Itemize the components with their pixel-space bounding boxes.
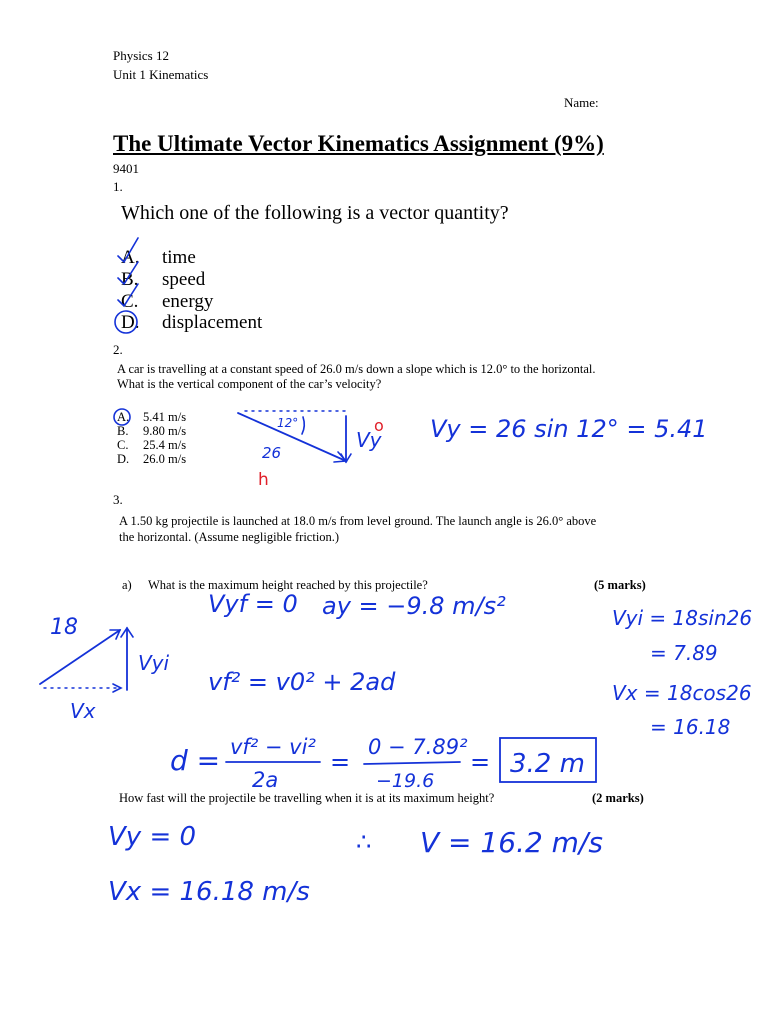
q3-vx-label: Vx: [70, 699, 96, 723]
q2-angle-mark: [302, 417, 304, 434]
q3-vyf-eq: Vyf = 0: [208, 590, 298, 618]
q2-choice-c-letter: C.: [117, 438, 129, 452]
q3-speed-label: 18: [50, 615, 78, 640]
q3-fraction-bar-2: [364, 762, 460, 764]
q3a-marks: (5 marks): [594, 578, 646, 592]
q3-d-numerator: vf² − vi²: [230, 735, 316, 759]
q1-choice-a-text: time: [162, 247, 196, 268]
q3-equals-2: =: [330, 748, 351, 776]
q3b-therefore: ∴: [356, 828, 372, 856]
q1-number: 1.: [113, 179, 123, 194]
q3-line2: the horizontal. (Assume negligible friction.): [119, 530, 340, 544]
name-label: Name:: [564, 95, 599, 110]
q3-equals-3: =: [470, 748, 491, 776]
q1-choice-a-letter: A.: [121, 247, 140, 268]
q3-number: 3.: [113, 492, 123, 507]
q2-hyp-label: 26: [262, 444, 282, 462]
q3-ay-eq: ay = −9.8 m/s²: [322, 592, 506, 620]
q1-choice-d-text: displacement: [162, 312, 263, 333]
q3-denominator-2: −19.6: [376, 770, 435, 792]
q1-choice-b-letter: B.: [121, 269, 139, 290]
q3-vyi-eq2: = 7.89: [650, 641, 718, 665]
page-title: The Ultimate Vector Kinematics Assignment (9%): [113, 131, 604, 156]
q2-choice-d-letter: D.: [117, 452, 130, 466]
q1-checkmark-b: [118, 262, 138, 284]
assignment-code: 9401: [113, 161, 139, 176]
q3-line1: A 1.50 kg projectile is launched at 18.0 m/s from level ground. The launch angle is 26.0° above: [119, 514, 597, 528]
q3-kinematic-eq: vf² = v0² + 2ad: [208, 668, 396, 696]
q1-choice-d-letter: D.: [121, 312, 140, 333]
q2-choice-b-letter: B.: [117, 424, 129, 438]
q3-numerator-2: 0 − 7.89²: [368, 735, 468, 759]
q2-choice-b-text: 9.80 m/s: [143, 424, 187, 438]
q2-number: 2.: [113, 342, 123, 357]
unit-label: Unit 1 Kinematics: [113, 67, 209, 82]
q1-answer-circle: [115, 311, 140, 333]
q3b-speed-answer: V = 16.2 m/s: [420, 826, 603, 859]
q2-choice-a-letter: A.: [117, 410, 130, 424]
q3b-vy-eq: Vy = 0: [108, 822, 197, 852]
q2-vy-red-mark: o: [374, 416, 384, 435]
q1-choice-c-text: energy: [162, 291, 214, 312]
q3-vx-eq1: Vx = 18cos26: [612, 681, 752, 705]
q3b-vx-eq: Vx = 16.18 m/s: [108, 877, 310, 907]
q2-line2: What is the vertical component of the car’s velocity?: [117, 377, 382, 391]
q2-choice-d-text: 26.0 m/s: [143, 452, 187, 466]
q2-vy-label: Vy: [356, 428, 382, 452]
q2-answer-circle: [114, 409, 130, 425]
q2-angle-label: 12°: [277, 416, 299, 430]
q3b-text: How fast will the projectile be travelling when it is at its maximum height?: [119, 791, 495, 805]
q3a-label: a): [122, 578, 132, 592]
q1-checkmark-c: [118, 284, 138, 306]
q1-choice-b-text: speed: [162, 269, 206, 290]
q2-choice-c-text: 25.4 m/s: [143, 438, 187, 452]
course-label: Physics 12: [113, 48, 169, 63]
q3b-marks: (2 marks): [592, 791, 644, 805]
q2-red-h: h: [258, 470, 269, 490]
q3-final-answer: 3.2 m: [510, 749, 585, 779]
q3-d-label: d =: [170, 744, 221, 777]
q1-checkmark-a: [118, 238, 138, 262]
q3-vyi-label: Vyi: [138, 651, 170, 675]
q2-line1: A car is travelling at a constant speed of 26.0 m/s down a slope which is 12.0° to the horizontal.: [117, 362, 596, 376]
q1-text: Which one of the following is a vector quantity?: [121, 202, 509, 224]
q3-vx-eq2: = 16.18: [650, 715, 731, 739]
q3-vyi-eq1: Vyi = 18sin26: [612, 606, 753, 630]
q3-d-denominator: 2a: [252, 768, 279, 792]
q1-choice-c-letter: C.: [121, 291, 139, 312]
q2-choice-a-text: 5.41 m/s: [143, 410, 187, 424]
q2-equation: Vy = 26 sin 12° = 5.41: [430, 415, 708, 443]
q3a-text: What is the maximum height reached by this projectile?: [148, 578, 428, 592]
